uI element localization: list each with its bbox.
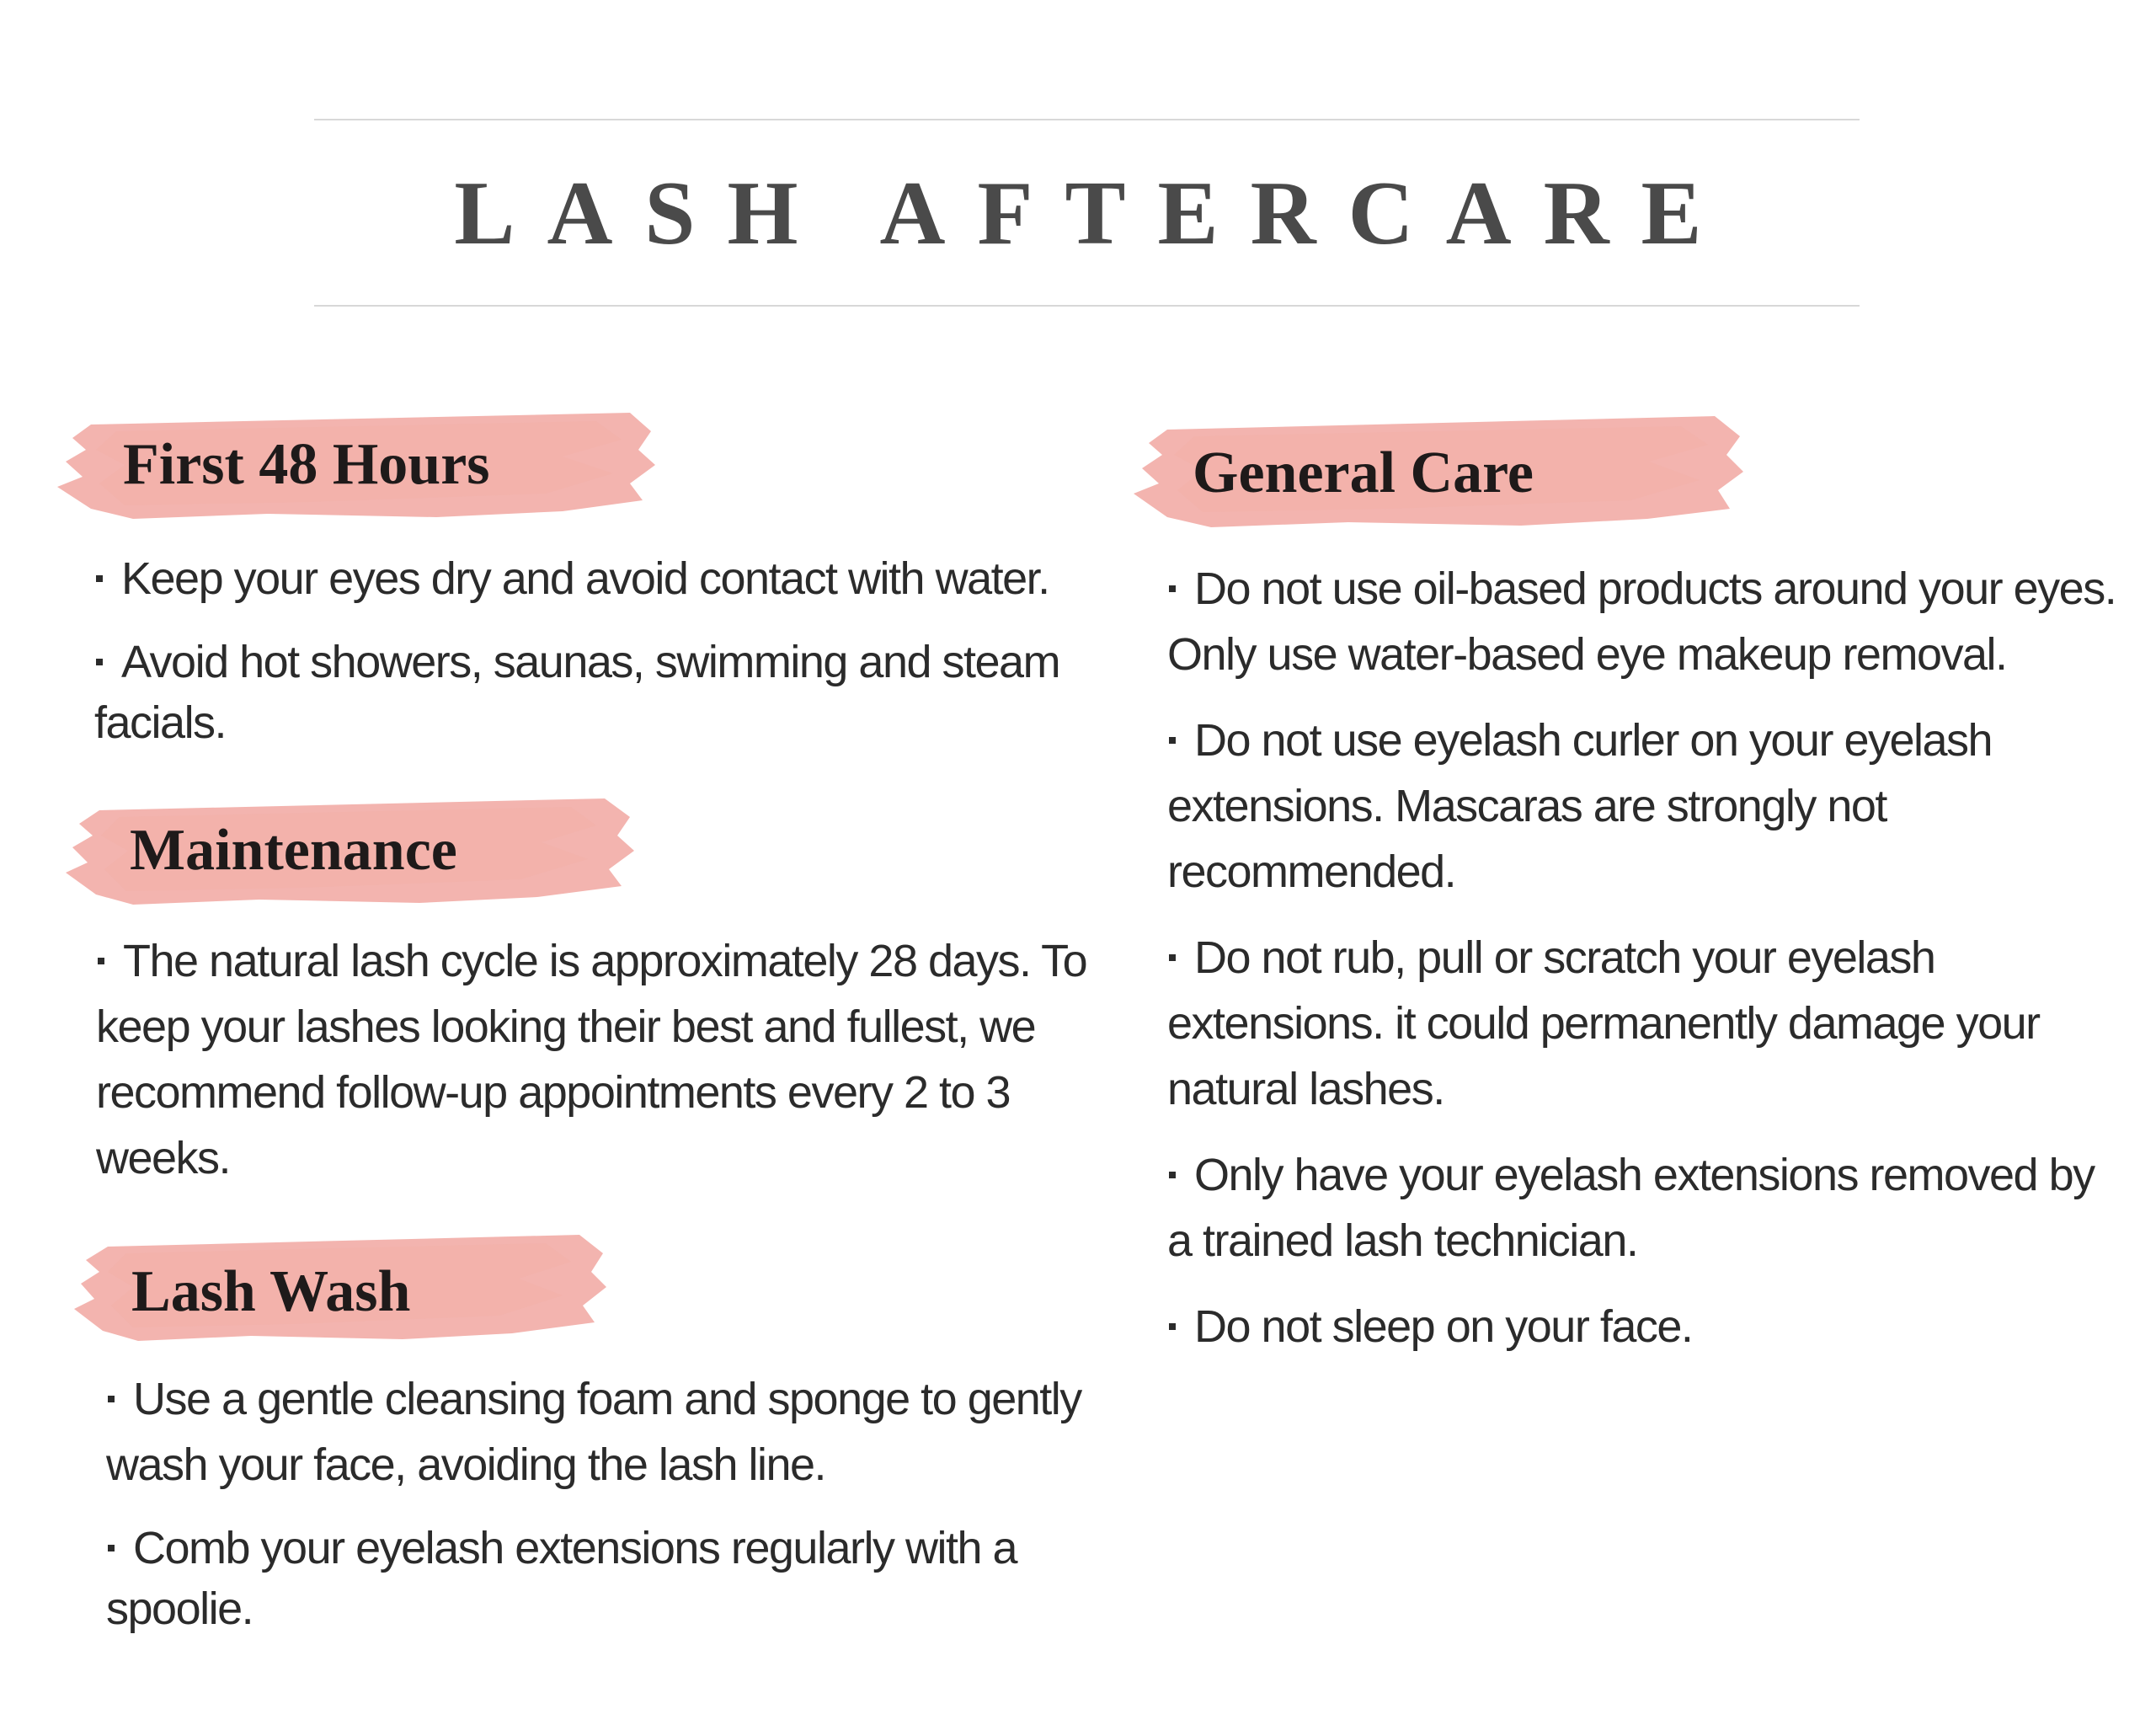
top-divider: [314, 119, 1860, 120]
bullet-icon: [1169, 585, 1176, 592]
bullet-icon: [1169, 1172, 1176, 1178]
bullet-icon: [98, 958, 104, 964]
bullet-icon: [108, 1396, 115, 1402]
first-48-list: [94, 546, 1088, 773]
list-item: Do not sleep on your face.: [1167, 1294, 2127, 1359]
bullet-icon: [108, 1545, 115, 1551]
maintenance-list: [96, 928, 1090, 1211]
section-label: First 48 Hours: [123, 432, 490, 497]
list-item: Use a gentle cleansing foam and sponge to gently wash your face, avoiding the lash line.: [106, 1374, 1081, 1490]
bottom-divider: [314, 305, 1860, 307]
bullet-icon: [96, 659, 103, 665]
list-item: Do not use eyelash curler on your eyelash extensions. Mascaras are strongly not recommended.: [1167, 715, 1993, 897]
section-heading-maintenance: [66, 792, 638, 910]
list-item: Avoid hot showers, saunas, swimming and steam facials.: [94, 637, 1060, 748]
bullet-icon: [1169, 1323, 1176, 1330]
section-heading-general-care: [1134, 409, 1745, 532]
bullet-icon: [1169, 954, 1176, 961]
section-label: General Care: [1193, 441, 1534, 505]
list-item: Keep your eyes dry and avoid contact with water.: [94, 546, 1088, 611]
section-label: Lash Wash: [131, 1259, 411, 1324]
lash-wash-list: [106, 1366, 1100, 1659]
section-label: Maintenance: [130, 818, 457, 883]
list-item: Only have your eyelash extensions removed by a trained lash technician.: [1167, 1150, 2095, 1266]
page-title: LASH AFTERCARE: [454, 163, 1734, 264]
general-care-list: [1167, 556, 2127, 1380]
list-item: The natural lash cycle is approximately 28 days. To keep your lashes looking their best and fullest, we recommend follow-up appointments every 2 to 3 weeks.: [96, 936, 1087, 1183]
list-item: Comb your eyelash extensions regularly with a spoolie.: [106, 1523, 1017, 1634]
section-heading-lash-wash: [74, 1228, 610, 1346]
bullet-icon: [96, 575, 103, 582]
section-heading-first-48-hours: [57, 406, 657, 524]
list-item: Do not use oil-based products around your eyes. Only use water-based eye makeup removal.: [1167, 563, 2116, 680]
bullet-icon: [1169, 737, 1176, 744]
list-item: Do not rub, pull or scratch your eyelash extensions. it could permanently damage your natural lashes.: [1167, 932, 2040, 1114]
